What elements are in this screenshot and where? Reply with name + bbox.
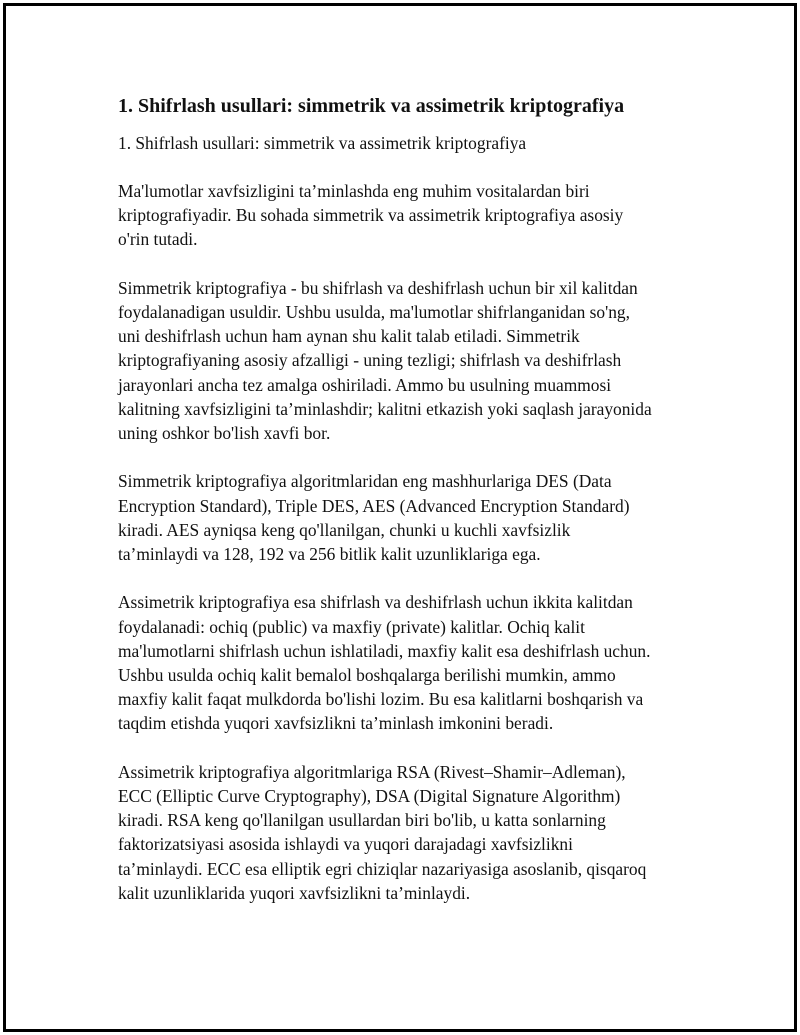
paragraph-line: faktorizatsiyasi asosida ishlaydi va yuqori darajadagi xavfsizlikni (118, 834, 573, 855)
paragraph-line: Assimetrik kriptografiya algoritmlariga RSA (Rivest–Shamir–Adleman), (118, 761, 626, 782)
paragraph-line: kalitning xavfsizligini ta’minlashdir; kalitni etkazish yoki saqlash jarayonida (118, 398, 652, 419)
paragraph-line: foydalanadigan usuldir. Ushbu usulda, ma'lumotlar shifrlanganidan so'ng, (118, 302, 630, 322)
paragraph-line: o'rin tutadi. (118, 229, 198, 250)
paragraph-line: Simmetrik kriptografiya - bu shifrlash va deshifrlash uchun bir xil kalitdan (118, 277, 638, 298)
paragraph-line: Ma'lumotlar xavfsizligini ta’minlashda eng muhim vositalardan biri (118, 181, 590, 201)
paragraph-line: Assimetrik kriptografiya esa shifrlash va deshifrlash uchun ikkita kalitdan (118, 592, 633, 613)
paragraph-line: Encryption Standard), Triple DES, AES (Advanced Encryption Standard) (118, 495, 630, 516)
paragraph-line: kriptografiyaning asosiy afzalligi - uning tezligi; shifrlash va deshifrlash (118, 350, 622, 371)
paragraph-symmetric-definition (118, 276, 698, 445)
paragraph-line: Ushbu usulda ochiq kalit bemalol boshqalarga berilishi mumkin, ammo (118, 665, 616, 686)
paragraph-asymmetric-algorithms (118, 760, 698, 905)
paragraph-symmetric-algorithms (118, 469, 698, 566)
paragraph-line: ta’minlaydi. ECC esa elliptik egri chiziqlar nazariyasiga asoslanib, qisqaroq (118, 858, 647, 879)
paragraph-line: foydalanadi: ochiq (public) va maxfiy (private) kalitlar. Ochiq kalit (118, 616, 585, 637)
paragraph-line: maxfiy kalit faqat mulkdorda bo'lishi lozim. Bu esa kalitlarni boshqarish va (118, 689, 644, 710)
paragraph-line: uning oshkor bo'lish xavfi bor. (118, 423, 331, 444)
paragraph-line: jarayonlari ancha tez amalga oshiriladi. Ammo bu usulning muammosi (118, 374, 612, 395)
paragraph-line: ta’minlaydi va 128, 192 va 256 bitlik kalit uzunliklariga ega. (118, 544, 541, 565)
page-title: 1. Shifrlash usullari: simmetrik va assimetrik kriptografiya (118, 95, 625, 117)
paragraph-line: taqdim etishda yuqori xavfsizlikni ta’minlash imkonini beradi. (118, 713, 554, 734)
document-body (118, 92, 698, 929)
paragraph-intro (118, 179, 698, 252)
paragraph-line: kriptografiyadir. Bu sohada simmetrik va assimetrik kriptografiya asosiy (118, 205, 624, 226)
section-subheading: 1. Shifrlash usullari: simmetrik va assimetrik kriptografiya (118, 133, 527, 153)
paragraph-line: uni deshifrlash uchun ham aynan shu kalit talab etiladi. Simmetrik (118, 326, 580, 347)
paragraph-line: ECC (Elliptic Curve Cryptography), DSA (Digital Signature Algorithm) (118, 786, 621, 807)
paragraph-line: kiradi. AES ayniqsa keng qo'llanilgan, chunki u kuchli xavfsizlik (118, 519, 571, 540)
paragraph-line: kalit uzunliklarida yuqori xavfsizlikni ta’minlaydi. (118, 882, 471, 903)
paragraph-asymmetric-definition (118, 590, 698, 735)
paragraph-line: ma'lumotlarni shifrlash uchun ishlatiladi, maxfiy kalit esa deshifrlash uchun. (118, 640, 651, 661)
paragraph-line: kiradi. RSA keng qo'llanilgan usullardan biri bo'lib, u katta sonlarning (118, 810, 606, 831)
paragraph-line: Simmetrik kriptografiya algoritmlaridan eng mashhurlariga DES (Data (118, 471, 612, 492)
